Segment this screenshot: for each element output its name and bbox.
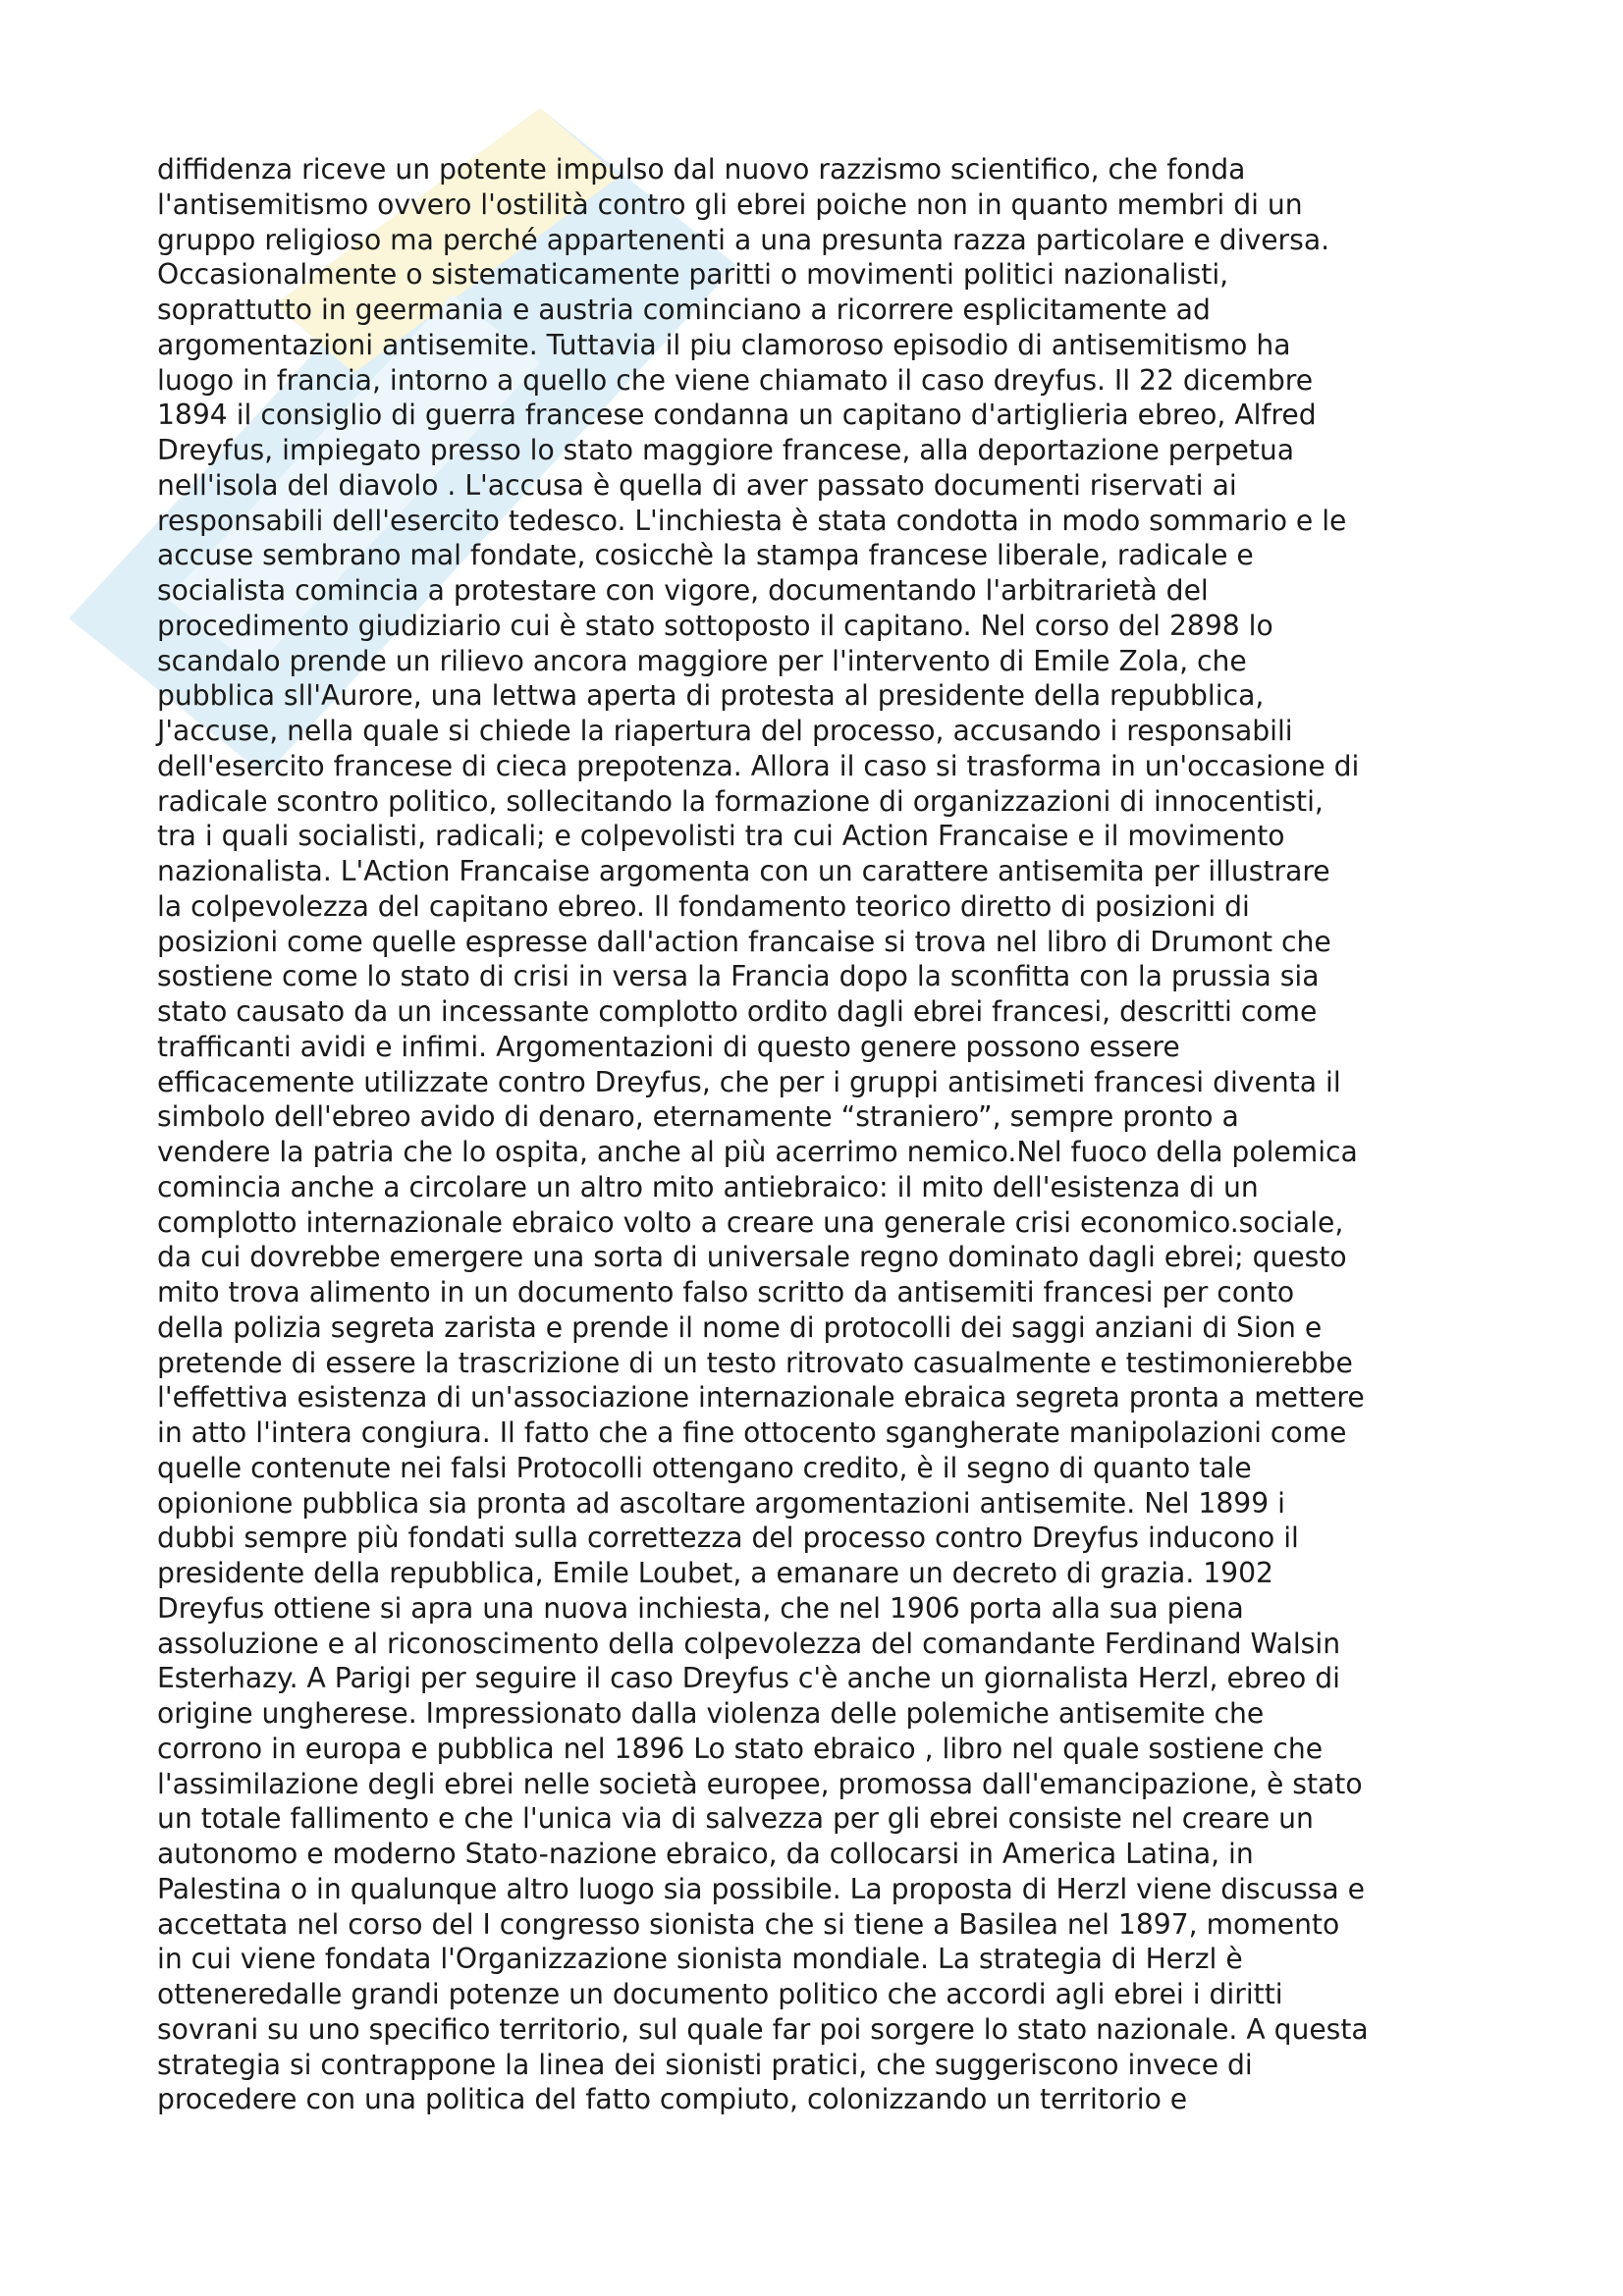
text-line: stato causato da un incessante complotto ordito dagli ebrei francesi, descritti come [157, 995, 1318, 1028]
text-line: luogo in francia, intorno a quello che viene chiamato il caso dreyfus. Il 22 dicembre [157, 363, 1314, 397]
text-line: pretende di essere la trascrizione di un testo ritrovato casualmente e testimonierebbe [157, 1346, 1353, 1379]
text-line: procedere con una politica del fatto compiuto, colonizzando un territorio e [157, 2083, 1188, 2116]
text-line: scandalo prende un rilievo ancora maggiore per l'intervento di Emile Zola, che [157, 644, 1247, 677]
text-line: l'antisemitismo ovvero l'ostilità contro gli ebrei poiche non in quanto membri di un [157, 187, 1303, 221]
text-line: origine ungherese. Impressionato dalla violenza delle polemiche antisemite che [157, 1697, 1265, 1730]
text-line: otteneredalle grandi potenze un documento politico che accordi agli ebrei i diritti [157, 1978, 1283, 2010]
text-line: pubblica sll'Aurore, una lettwa aperta di protesta al presidente della repubblica, [157, 679, 1265, 713]
text-line: l'assimilazione degli ebrei nelle società europee, promossa dall'emancipazione, è stato [157, 1767, 1363, 1800]
text-line: gruppo religioso ma perché appartenenti a una presunta razza particolare e diversa. [157, 223, 1330, 256]
text-line: autonomo e moderno Stato-nazione ebraico, da collocarsi in America Latina, in [157, 1838, 1254, 1870]
text-line: vendere la patria che lo ospita, anche al più acerrimo nemico.Nel fuoco della polemica [157, 1136, 1358, 1168]
text-line: Dreyfus ottiene si apra una nuova inchiesta, che nel 1906 porta alla sua piena [157, 1591, 1244, 1625]
text-line: simbolo dell'ebreo avido di denaro, eternamente “straniero”, sempre pronto a [157, 1100, 1239, 1134]
text-line: 1894 il consiglio di guerra francese condanna un capitano d'artiglieria ebreo, Alfred [157, 399, 1317, 432]
text-line: in atto l'intera congiura. Il fatto che a fine ottocento sgangherate manipolazioni come [157, 1416, 1347, 1449]
text-line: posizioni come quelle espresse dall'action francaise si trova nel libro di Drumont che [157, 925, 1331, 958]
text-line: strategia si contrappone la linea dei sionisti pratici, che suggeriscono invece di [157, 2048, 1253, 2081]
text-line: la colpevolezza del capitano ebreo. Il fondamento teorico diretto di posizioni di [157, 889, 1250, 923]
text-line: sostiene come lo stato di crisi in versa la Francia dopo la sconfitta con la prussia sia [157, 960, 1320, 993]
text-line: accettata nel corso del I congresso sionista che si tiene a Basilea nel 1897, momento [157, 1907, 1340, 1941]
text-line: Occasionalmente o sistematicamente paritti o movimenti politici nazionalisti, [157, 258, 1229, 292]
text-line: procedimento giudiziario cui è stato sottoposto il capitano. Nel corso del 2898 lo [157, 609, 1273, 642]
text-line: in cui viene fondata l'Organizzazione sionista mondiale. La strategia di Herzl è [157, 1943, 1243, 1976]
text-line: comincia anche a circolare un altro mito antiebraico: il mito dell'esistenza di un [157, 1170, 1259, 1203]
text-line: J'accuse, nella quale si chiede la riapertura del processo, accusando i responsabili [157, 715, 1293, 747]
text-line: assoluzione e al riconoscimento della colpevolezza del comandante Ferdinand Walsin [157, 1627, 1341, 1660]
text-line: sovrani su uno specifico territorio, sul quale far poi sorgere lo stato nazionale. A questa [157, 2012, 1369, 2046]
text-line: Dreyfus, impiegato presso lo stato maggiore francese, alla deportazione perpetua [157, 434, 1294, 466]
text-line: da cui dovrebbe emergere una sorta di universale regno dominato dagli ebrei; questo [157, 1241, 1347, 1274]
text-line: nazionalista. L'Action Francaise argomenta con un carattere antisemita per illustrare [157, 855, 1330, 887]
text-line: complotto internazionale ebraico volto a creare una generale crisi economico.sociale, [157, 1205, 1344, 1239]
text-line: trafficanti avidi e infimi. Argomentazioni di questo genere possono essere [157, 1030, 1180, 1063]
text-line: soprattutto in geermania e austria cominciano a ricorrere esplicitamente ad [157, 294, 1211, 326]
text-line: socialista comincia a protestare con vigore, documentando l'arbitrarietà del [157, 574, 1209, 607]
text-line: dell'esercito francese di cieca prepotenza. Allora il caso si trasforma in un'occasione di [157, 749, 1360, 782]
text-line: argomentazioni antisemite. Tuttavia il piu clamoroso episodio di antisemitismo ha [157, 328, 1291, 361]
text-line: mito trova alimento in un documento falso scritto da antisemiti francesi per conto [157, 1276, 1295, 1308]
text-line: nell'isola del diavolo . L'accusa è quella di aver passato documenti riservati ai [157, 468, 1237, 502]
text-line: diffidenza riceve un potente impulso dal nuovo razzismo scientifico, che fonda [157, 153, 1246, 186]
text-line: opionione pubblica sia pronta ad ascoltare argomentazioni antisemite. Nel 1899 i [157, 1486, 1285, 1520]
text-line: responsabili dell'esercito tedesco. L'inchiesta è stata condotta in modo sommario e le [157, 504, 1347, 537]
text-line: efficacemente utilizzate contro Dreyfus, che per i gruppi antisimeti francesi diventa il [157, 1065, 1341, 1098]
text-line: corrono in europa e pubblica nel 1896 Lo stato ebraico , libro nel quale sostiene che [157, 1732, 1324, 1765]
text-line: presidente della repubblica, Emile Loubet, a emanare un decreto di grazia. 1902 [157, 1557, 1273, 1589]
text-line: Esterhazy. A Parigi per seguire il caso Dreyfus c'è anche un giornalista Herzl, ebreo di [157, 1662, 1340, 1695]
text-line: un totale fallimento e che l'unica via di salvezza per gli ebrei consiste nel creare un [157, 1802, 1314, 1836]
text-line: della polizia segreta zarista e prende il nome di protocolli dei saggi anziani di Sion e [157, 1310, 1323, 1344]
text-line: radicale scontro politico, sollecitando la formazione di organizzazioni di innocentisti, [157, 784, 1324, 818]
text-line: Palestina o in qualunque altro luogo sia possibile. La proposta di Herzl viene discussa e [157, 1872, 1365, 1905]
document-body [157, 152, 1532, 2117]
text-line: l'effettiva esistenza di un'associazione internazionale ebraica segreta pronta a mettere [157, 1381, 1365, 1415]
text-line: quelle contenute nei falsi Protocolli ottengano credito, è il segno di quanto tale [157, 1451, 1252, 1484]
text-line: dubbi sempre più fondati sulla correttezza del processo contro Dreyfus inducono il [157, 1522, 1299, 1555]
text-line: accuse sembrano mal fondate, cosicchè la stampa francese liberale, radicale e [157, 539, 1254, 572]
text-line: tra i quali socialisti, radicali; e colpevolisti tra cui Action Francaise e il movimento [157, 820, 1285, 853]
